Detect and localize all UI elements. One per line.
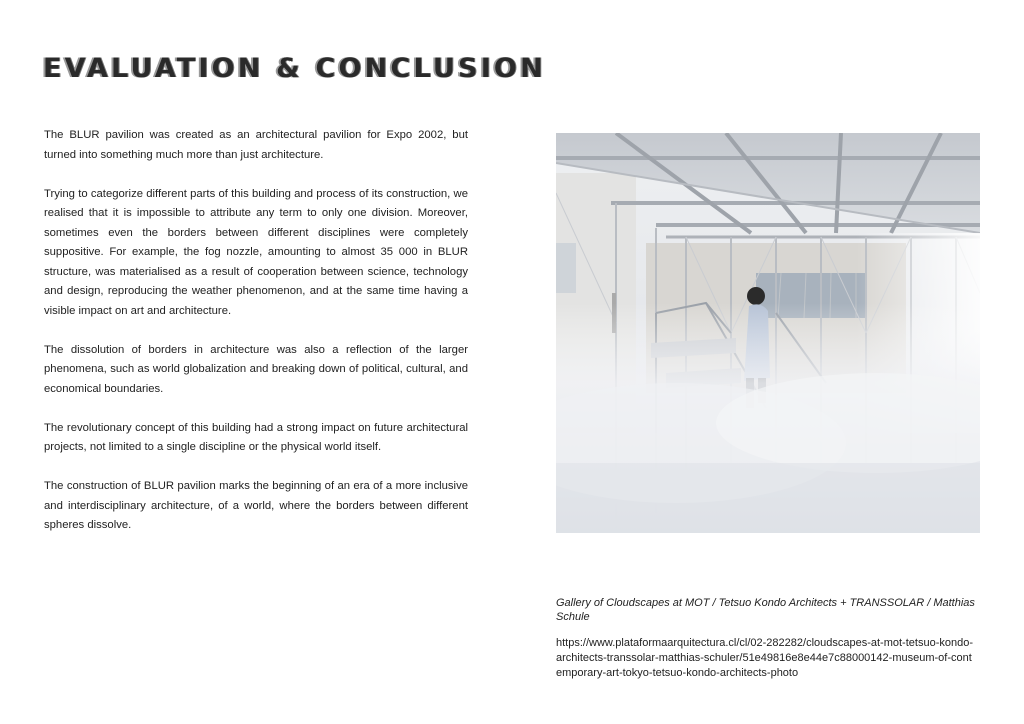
figure-caption: Gallery of Cloudscapes at MOT / Tetsuo Kondo Architects + TRANSSOLAR / Matthias Schule [556, 597, 975, 623]
paragraph: The dissolution of borders in architecture was also a reflection of the larger phenomena, such as world globalization and breaking down of political, cultural, and economical boundaries. [44, 343, 468, 395]
paragraph: The BLUR pavilion was created as an architectural pavilion for Expo 2002, but turned into something much more than just architecture. [44, 129, 468, 161]
body-text [44, 126, 468, 555]
page-title: EVALUATION & CONCLUSION [43, 53, 546, 84]
paragraph: The revolutionary concept of this building had a strong impact on future architectural projects, not limited to a single discipline or the physical world itself. [44, 421, 468, 453]
pavilion-photo [556, 133, 980, 533]
source-link[interactable]: https://www.plataformaarquitectura.cl/cl/02-282282/cloudscapes-at-mot-tetsuo-kondo-architects-transsolar-matthias-schuler/51e49816e8e44e7c88000142-museum-of-contemporary-art-tokyo-tetsuo-kondo-architects-photo [556, 637, 973, 679]
paragraph: Trying to categorize different parts of this building and process of its construction, we realised that it is impossible to attribute any term to only one division. Moreover, sometimes even the borders between different disciplines were completely suppositive. For example, the fog nozzle, amounting to almost 35 000 in BLUR structure, was materialised as a result of cooperation between science, technology and design, reproducing the weather phenomenon, and at the same time having a visible impact on art and architecture. [44, 187, 468, 317]
paragraph: The construction of BLUR pavilion marks the beginning of an era of a more inclusive and interdisciplinary architecture, of a world, where the borders between different spheres dissolve. [44, 480, 468, 531]
